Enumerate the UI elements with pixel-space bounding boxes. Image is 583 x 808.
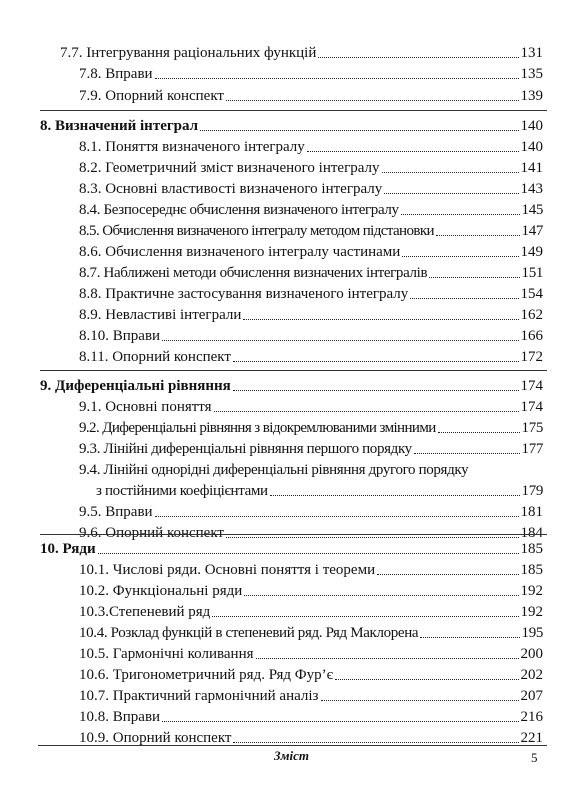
toc-entry-page: 192 bbox=[520, 604, 543, 620]
toc-entry-page: 143 bbox=[520, 181, 543, 197]
toc-entry-page: 131 bbox=[520, 45, 543, 61]
toc-entry-page: 145 bbox=[521, 202, 543, 218]
toc-chapter-page: 140 bbox=[520, 118, 543, 134]
toc-entry[interactable] bbox=[79, 643, 543, 663]
toc-entry-title: 7.7. Інтегрування раціональних функцій bbox=[60, 45, 317, 61]
toc-entry[interactable] bbox=[79, 220, 543, 240]
toc-entry-page: 135 bbox=[520, 66, 543, 82]
toc-entry-page: 154 bbox=[520, 286, 543, 302]
toc-entry[interactable] bbox=[79, 601, 543, 621]
toc-entry-page: 174 bbox=[520, 399, 543, 415]
toc-entry-title: 9.3. Лінійні диференціальні рівняння першого порядку bbox=[79, 441, 412, 457]
toc-entry[interactable] bbox=[79, 622, 543, 642]
toc-entry[interactable] bbox=[79, 157, 543, 177]
toc-entry-page: 151 bbox=[521, 265, 543, 281]
toc-entry[interactable] bbox=[79, 136, 543, 156]
toc-entry[interactable] bbox=[79, 685, 543, 705]
toc-entry-page: 175 bbox=[521, 420, 543, 436]
toc-entry[interactable] bbox=[79, 346, 543, 366]
page-number: 5 bbox=[531, 750, 538, 765]
toc-chapter-heading[interactable] bbox=[40, 115, 543, 135]
toc-entry[interactable] bbox=[79, 325, 543, 345]
toc-entry[interactable] bbox=[79, 241, 543, 261]
toc-entry-title: 8.5. Обчислення визначеного інтегралу методом підстановки bbox=[79, 223, 434, 239]
toc-entry-page: 166 bbox=[520, 328, 543, 344]
toc-entry-title: 10.5. Гармонічні коливання bbox=[79, 646, 254, 662]
toc-entry-title: 9.1. Основні поняття bbox=[79, 399, 212, 415]
dot-leader bbox=[244, 595, 518, 596]
toc-entry[interactable] bbox=[79, 580, 543, 600]
toc-entry-title: 10.9. Опорний конспект bbox=[79, 730, 232, 746]
dot-leader bbox=[162, 721, 518, 722]
toc-entry-page: 140 bbox=[520, 139, 543, 155]
toc-entry[interactable] bbox=[79, 262, 543, 282]
toc-entry[interactable] bbox=[60, 42, 543, 62]
toc-entry[interactable] bbox=[79, 417, 543, 437]
toc-entry-page: 177 bbox=[521, 441, 543, 457]
toc-entry[interactable] bbox=[79, 199, 543, 219]
toc-entry[interactable] bbox=[79, 559, 543, 579]
toc-entry-title: 8.2. Геометричний зміст визначеного інтегралу bbox=[79, 160, 380, 176]
toc-entry-title: 8.6. Обчислення визначеного інтегралу частинами bbox=[79, 244, 401, 260]
toc-entry-title: 8.11. Опорний конспект bbox=[79, 349, 231, 365]
toc-entry-page: 184 bbox=[520, 525, 543, 541]
toc-entry-title: 10.2. Функціональні ряди bbox=[79, 583, 243, 599]
toc-entry-title-line1: 9.4. Лінійні однорідні диференціальні рівняння другого порядку bbox=[79, 462, 469, 478]
toc-entry-title: 7.9. Опорний конспект bbox=[79, 88, 224, 104]
toc-entry-title: 10.8. Вправи bbox=[79, 709, 161, 725]
toc-entry-page: 147 bbox=[521, 223, 543, 239]
toc-entry-page: 141 bbox=[520, 160, 543, 176]
dot-leader bbox=[318, 57, 518, 58]
dot-leader bbox=[233, 742, 518, 743]
toc-entry[interactable] bbox=[79, 283, 543, 303]
toc-entry-page: 195 bbox=[521, 625, 543, 641]
dot-leader bbox=[420, 637, 519, 638]
toc-entry-title-line2: з постійними коефіцієнтами bbox=[96, 483, 268, 499]
toc-chapter-heading[interactable] bbox=[40, 538, 543, 558]
toc-chapter-page: 174 bbox=[520, 378, 543, 394]
dot-leader bbox=[155, 78, 519, 79]
toc-entry-page: 221 bbox=[520, 730, 543, 746]
dot-leader bbox=[307, 151, 519, 152]
dot-leader bbox=[377, 574, 518, 575]
toc-entry[interactable] bbox=[79, 63, 543, 83]
toc-entry-title: 8.4. Безпосереднє обчислення визначеного інтегралу bbox=[79, 202, 399, 218]
toc-entry-title: 9.6. Опорний конспект bbox=[79, 525, 224, 541]
dot-leader bbox=[414, 453, 520, 454]
toc-entry[interactable] bbox=[79, 727, 543, 747]
toc-entry-title: 8.3. Основні властивості визначеного інтегралу bbox=[79, 181, 383, 197]
toc-entry[interactable] bbox=[79, 304, 543, 324]
toc-entry-page: 181 bbox=[520, 504, 543, 520]
toc-entry-page: 139 bbox=[520, 88, 543, 104]
toc-entry[interactable] bbox=[96, 480, 543, 500]
toc-entry-page: 172 bbox=[520, 349, 543, 365]
toc-entry-page: 192 bbox=[520, 583, 543, 599]
dot-leader bbox=[233, 390, 519, 391]
dot-leader bbox=[335, 679, 518, 680]
dot-leader bbox=[98, 553, 519, 554]
dot-leader bbox=[212, 616, 518, 617]
toc-entry[interactable] bbox=[79, 85, 543, 105]
section-divider bbox=[40, 370, 547, 371]
dot-leader bbox=[429, 277, 519, 278]
toc-entry-title: 10.3.Степеневий ряд bbox=[79, 604, 211, 620]
dot-leader bbox=[233, 361, 519, 362]
dot-leader bbox=[410, 298, 518, 299]
toc-entry-title: 8.8. Практичне застосування визначеного інтегралу bbox=[79, 286, 409, 302]
dot-leader bbox=[214, 411, 519, 412]
toc-entry-title: 10.6. Тригонометричний ряд. Ряд Фур’є bbox=[79, 667, 334, 683]
toc-entry-page: 149 bbox=[520, 244, 543, 260]
toc-entry[interactable] bbox=[79, 178, 543, 198]
section-divider bbox=[40, 110, 547, 111]
toc-entry[interactable] bbox=[79, 706, 543, 726]
toc-chapter-title: 8. Визначений інтеграл bbox=[40, 118, 199, 134]
dot-leader bbox=[200, 130, 518, 131]
dot-leader bbox=[402, 256, 518, 257]
footer-divider bbox=[38, 745, 547, 746]
toc-entry-page: 162 bbox=[520, 307, 543, 323]
toc-entry[interactable] bbox=[79, 664, 543, 684]
toc-entry-title: 10.7. Практичний гармонічний аналіз bbox=[79, 688, 319, 704]
dot-leader bbox=[384, 193, 518, 194]
toc-entry-page: 202 bbox=[520, 667, 543, 683]
dot-leader bbox=[162, 340, 518, 341]
toc-entry[interactable] bbox=[79, 501, 543, 521]
toc-entry-title: 8.10. Вправи bbox=[79, 328, 161, 344]
dot-leader bbox=[436, 235, 520, 236]
toc-entry-page: 200 bbox=[520, 646, 543, 662]
toc-chapter-title: 9. Диференціальні рівняння bbox=[40, 378, 231, 394]
toc-entry-page: 179 bbox=[521, 483, 543, 499]
dot-leader bbox=[270, 495, 520, 496]
toc-entry[interactable] bbox=[79, 438, 543, 458]
dot-leader bbox=[155, 516, 519, 517]
toc-entry-title: 10.1. Числові ряди. Основні поняття і теореми bbox=[79, 562, 376, 578]
toc-entry[interactable] bbox=[79, 396, 543, 416]
toc-entry-page: 207 bbox=[520, 688, 543, 704]
toc-entry-title: 8.9. Невластиві інтеграли bbox=[79, 307, 242, 323]
footer-label: Зміст bbox=[273, 748, 309, 763]
section-divider bbox=[40, 534, 547, 535]
toc-entry-page: 216 bbox=[520, 709, 543, 725]
toc-entry-page: 185 bbox=[520, 562, 543, 578]
dot-leader bbox=[401, 214, 520, 215]
toc-entry-title: 8.1. Поняття визначеного інтегралу bbox=[79, 139, 305, 155]
dot-leader bbox=[438, 432, 520, 433]
toc-entry-title: 9.5. Вправи bbox=[79, 504, 153, 520]
dot-leader bbox=[226, 100, 519, 101]
toc-chapter-page: 185 bbox=[520, 541, 543, 557]
dot-leader bbox=[243, 319, 518, 320]
dot-leader bbox=[321, 700, 519, 701]
toc-chapter-heading[interactable] bbox=[40, 375, 543, 395]
toc-entry-title: 10.4. Розклад функцій в степеневий ряд. Ряд Маклорена bbox=[79, 625, 419, 641]
dot-leader bbox=[256, 658, 519, 659]
toc-chapter-title: 10. Ряди bbox=[40, 541, 96, 557]
dot-leader bbox=[382, 172, 519, 173]
toc-entry-title: 9.2. Диференціальні рівняння з відокремлюваними змінними bbox=[79, 420, 436, 436]
toc-entry-title: 8.7. Наближені методи обчислення визначених інтегралів bbox=[79, 265, 428, 281]
toc-entry-title: 7.8. Вправи bbox=[79, 66, 153, 82]
